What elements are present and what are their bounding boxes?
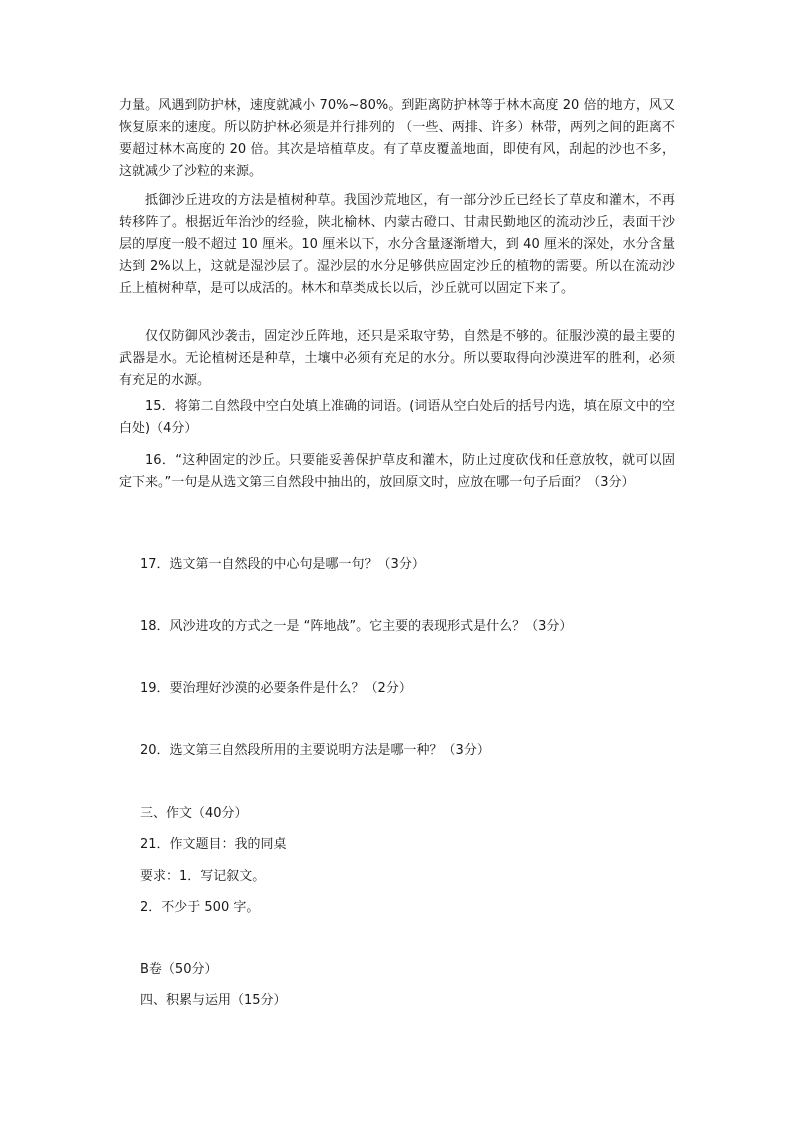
- question-17: 17．选文第一自然段的中心句是哪一句？（3分）: [140, 557, 425, 572]
- question-15: 15．将第二自然段中空白处填上准确的词语。(词语从空白处后的括号内选，填在原文中的空白处)（4分）: [119, 399, 675, 436]
- question-16: 16．“这种固定的沙丘。只要能妥善保护草皮和灌木，防止过度砍伐和任意放牧，就可以固定下来。”一句是从选文第三自然段中抽出的，放回原文时，应放在哪一句子后面？（3分）: [119, 453, 675, 490]
- composition-requirement-1: 要求：1．写记叙文。: [140, 869, 266, 884]
- part-b-title: B卷（50分）: [140, 962, 218, 977]
- section-4-title: 四、积累与运用（15分）: [140, 993, 287, 1008]
- passage-paragraph-1: 力量。风遇到防护林，速度就减小 70%~80%。到距离防护林等于林木高度 20 倍的地方，风又恢复原来的速度。所以防护林必须是并行排列的 （一些、两排、许多）林带，两列之间的距离不要超过林木高度的 20 倍。其次是培植草皮。有了草皮覆盖地面，即使有风，刮起的沙也不多，这就减少了沙粒的来源。: [119, 98, 675, 179]
- question-18: 18．风沙进攻的方式之一是 “阵地战”。它主要的表现形式是什么？（3分）: [140, 619, 573, 634]
- question-19: 19．要治理好沙漠的必要条件是什么？（2分）: [140, 681, 412, 696]
- composition-topic: 21．作文题目：我的同桌: [140, 837, 287, 852]
- composition-section-title: 三、作文（40分）: [140, 806, 248, 821]
- passage-paragraph-2: 抵御沙丘进攻的方法是植树种草。我国沙荒地区，有一部分沙丘已经长了草皮和灌木，不再转移阵了。根据近年治沙的经验，陕北榆林、内蒙古磴口、甘肃民勤地区的流动沙丘，表面干沙层的厚度一般不超过 10 厘米。10 厘米以下，水分含量逐渐增大，到 40 厘米的深处，水分含量达到 2%以上，这就是湿沙层了。湿沙层的水分足够供应固定沙丘的植物的需要。所以在流动沙丘上植树种草，是可以成活的。林木和草类成长以后，沙丘就可以固定下来了。: [119, 193, 675, 296]
- question-20: 20．选文第三自然段所用的主要说明方法是哪一种？（3分）: [140, 743, 490, 758]
- composition-requirement-2: 2．不少于 500 字。: [140, 900, 260, 915]
- passage-paragraph-3: 仅仅防御风沙袭击，固定沙丘阵地，还只是采取守势，自然是不够的。征服沙漠的最主要的武器是水。无论植树还是种草，土壤中必须有充足的水分。所以要取得向沙漠进军的胜利，必须有充足的水源。: [119, 329, 675, 388]
